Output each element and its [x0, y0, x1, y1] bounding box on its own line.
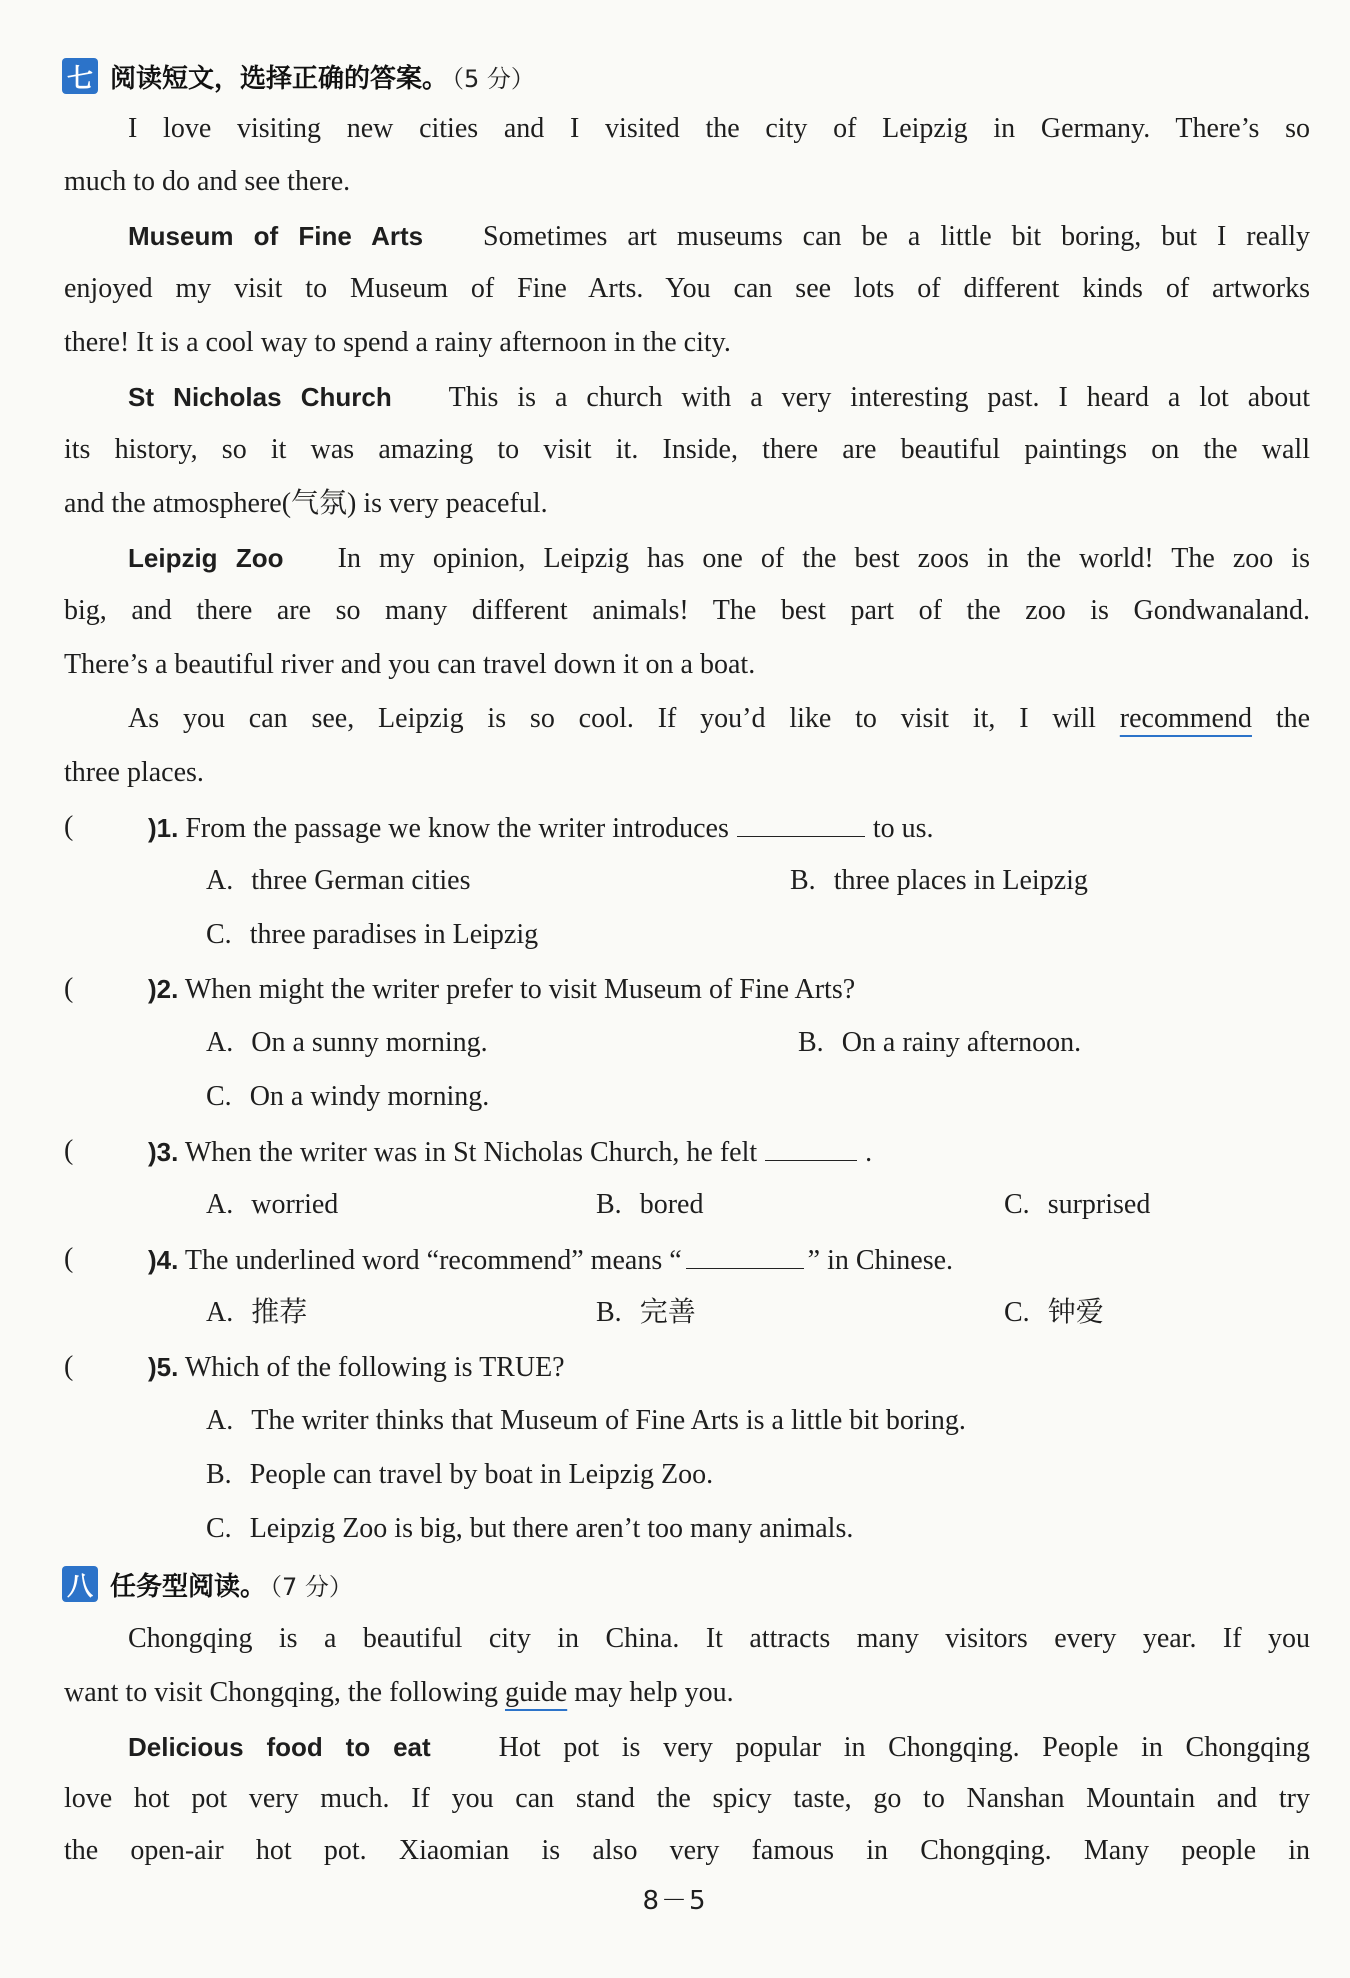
- option-b[interactable]: B. bored: [596, 1189, 704, 1220]
- option-a[interactable]: A. On a sunny morning.: [206, 1027, 488, 1058]
- option-c[interactable]: C. On a windy morning.: [206, 1081, 490, 1112]
- option-c[interactable]: C. surprised: [1004, 1189, 1151, 1220]
- passage-line: love hot pot very much. If you can stand the spicy taste, go to Nanshan Mountain and try: [64, 1783, 1310, 1814]
- passage-line: There’s a beautiful river and you can travel down it on a boat.: [64, 649, 756, 680]
- question-4: )4. The underlined word “recommend” means “ ” in Chinese.: [148, 1242, 953, 1278]
- section-8-title: 任务型阅读。 （7 分）: [110, 1571, 353, 1602]
- section-7-badge: 七: [62, 58, 98, 94]
- section-8-badge: 八: [62, 1566, 98, 1602]
- option-b[interactable]: B. People can travel by boat in Leipzig Zoo.: [206, 1459, 714, 1490]
- passage-line: Chongqing is a beautiful city in China. It attracts many visitors every year. If you: [128, 1623, 1310, 1654]
- paragraph-heading: Delicious food to eat: [128, 1732, 431, 1762]
- passage-line: the open-air hot pot. Xiaomian is also very famous in Chongqing. Many people in: [64, 1835, 1310, 1866]
- passage-line: As you can see, Leipzig is so cool. If you’d like to visit it, I will recommend the: [128, 703, 1311, 734]
- option-a[interactable]: A. worried: [206, 1189, 339, 1220]
- section-7-header: [62, 58, 535, 94]
- section-8-header: [62, 1566, 353, 1602]
- option-b[interactable]: B. three places in Leipzig: [790, 865, 1088, 896]
- section-7-title: 阅读短文，选择正确的答案。 （5 分）: [110, 63, 535, 94]
- option-c[interactable]: C. 钟爱: [1004, 1297, 1104, 1328]
- question-2: )2. When might the writer prefer to visit Museum of Fine Arts?: [148, 974, 856, 1005]
- option-a[interactable]: A. 推荐: [206, 1297, 308, 1328]
- passage-line: want to visit Chongqing, the following guide may help you.: [64, 1677, 734, 1708]
- option-c[interactable]: C. three paradises in Leipzig: [206, 919, 539, 950]
- option-c[interactable]: C. Leipzig Zoo is big, but there aren’t too many animals.: [206, 1513, 854, 1544]
- option-a[interactable]: A. The writer thinks that Museum of Fine Arts is a little bit boring.: [206, 1405, 966, 1436]
- option-a[interactable]: A. three German cities: [206, 865, 471, 896]
- answer-paren[interactable]: (: [64, 1135, 74, 1166]
- passage-line: and the atmosphere(气氛) is very peaceful.: [64, 488, 548, 519]
- answer-paren[interactable]: (: [64, 1243, 74, 1274]
- paragraph-heading: Leipzig Zoo: [128, 543, 284, 573]
- answer-blank[interactable]: [686, 1242, 804, 1269]
- passage-line: Delicious food to eat Hot pot is very popular in Chongqing. People in Chongqing: [128, 1732, 1311, 1763]
- passage-line: enjoyed my visit to Museum of Fine Arts. You can see lots of different kinds of artworks: [64, 273, 1310, 304]
- option-b[interactable]: B. On a rainy afternoon.: [798, 1027, 1082, 1058]
- question-3: )3. When the writer was in St Nicholas Church, he felt .: [148, 1134, 872, 1170]
- paragraph-heading: Museum of Fine Arts: [128, 221, 424, 251]
- passage-line: three places.: [64, 757, 204, 788]
- option-b[interactable]: B. 完善: [596, 1297, 696, 1328]
- underlined-word-guide: guide: [505, 1677, 568, 1708]
- page-number: 8－5: [642, 1886, 708, 1916]
- passage-line: its history, so it was amazing to visit it. Inside, there are beautiful paintings on the wall: [64, 434, 1310, 465]
- passage-line: much to do and see there.: [64, 166, 351, 197]
- question-5: )5. Which of the following is TRUE?: [148, 1352, 565, 1383]
- answer-paren[interactable]: (: [64, 811, 74, 842]
- passage-line: Leipzig Zoo In my opinion, Leipzig has one of the best zoos in the world! The zoo is: [128, 543, 1311, 574]
- answer-blank[interactable]: [737, 810, 865, 837]
- answer-paren[interactable]: (: [64, 973, 74, 1004]
- answer-blank[interactable]: [765, 1134, 857, 1161]
- paragraph-heading: St Nicholas Church: [128, 382, 392, 412]
- passage-line: big, and there are so many different animals! The best part of the zoo is Gondwanaland.: [64, 595, 1310, 626]
- passage-line: Museum of Fine Arts Sometimes art museums can be a little bit boring, but I really: [128, 221, 1311, 252]
- underlined-word-recommend: recommend: [1119, 703, 1252, 734]
- passage-line: St Nicholas Church This is a church with a very interesting past. I heard a lot about: [128, 382, 1310, 413]
- answer-paren[interactable]: (: [64, 1351, 74, 1382]
- passage-line: I love visiting new cities and I visited the city of Leipzig in Germany. There’s so: [128, 113, 1310, 144]
- question-1: )1. From the passage we know the writer introduces to us.: [148, 810, 934, 846]
- passage-line: there! It is a cool way to spend a rainy afternoon in the city.: [64, 327, 731, 358]
